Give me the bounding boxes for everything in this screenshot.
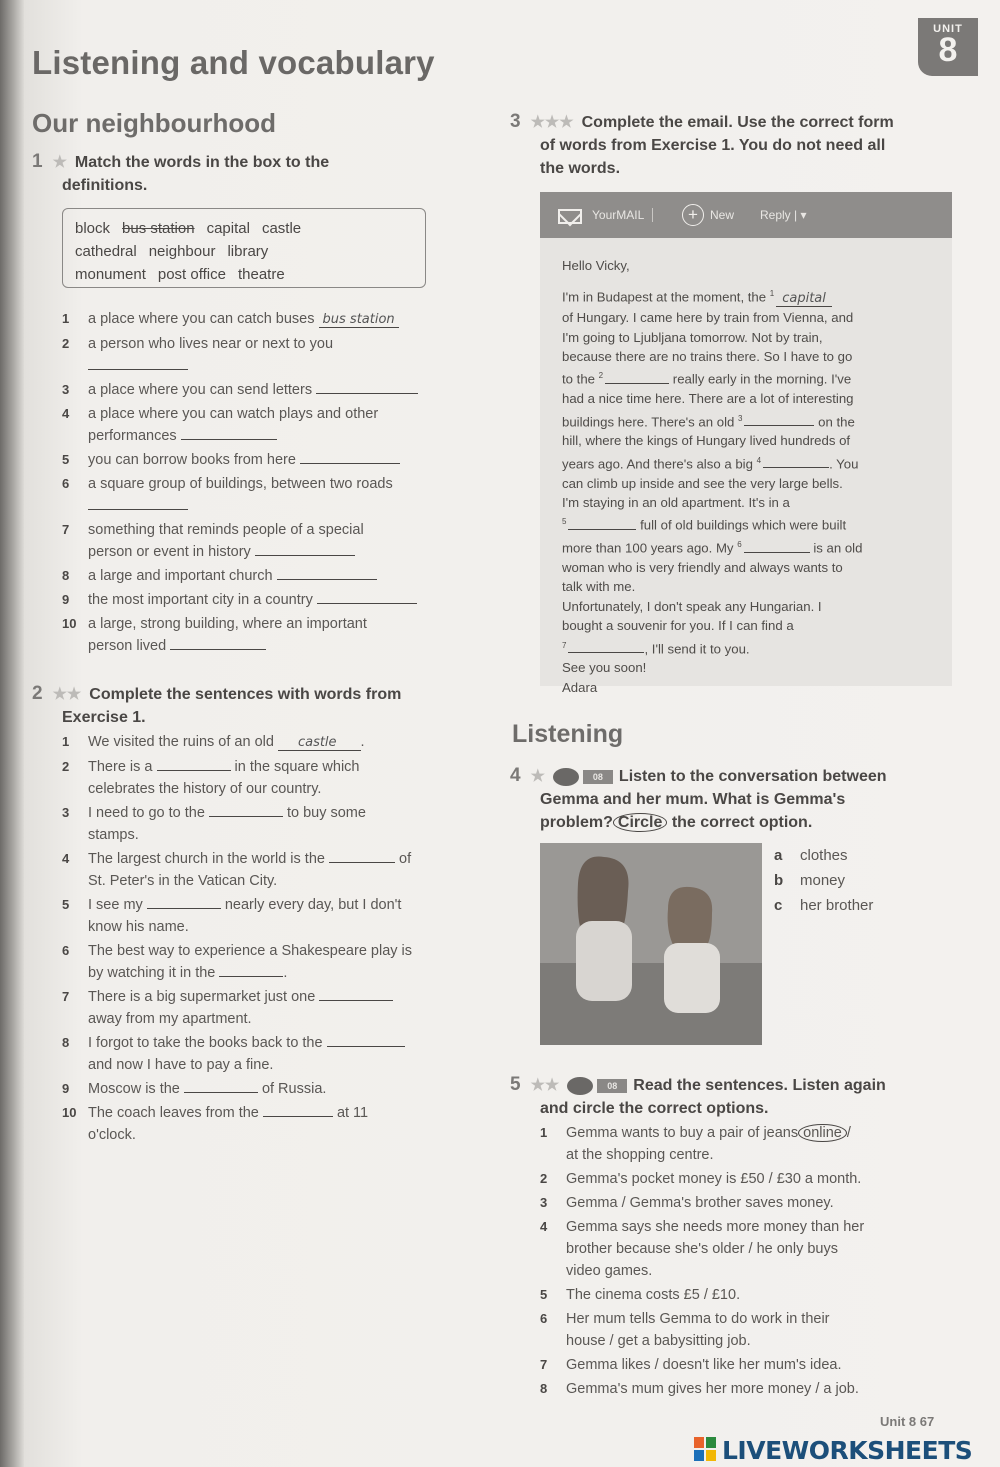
list-item: 1 We visited the ruins of an old castle . (62, 734, 365, 750)
list-item-cont[interactable]: at the shopping centre. (566, 1147, 714, 1163)
list-item[interactable]: 3 Gemma / Gemma's brother saves money. (540, 1195, 834, 1211)
answer-field[interactable] (157, 757, 231, 771)
answer-field[interactable] (317, 590, 417, 604)
email-greeting: Hello Vicky, (562, 258, 630, 273)
list-item-cont: person or event in history (62, 541, 472, 563)
list-item: 3 a place where you can send letters (62, 379, 472, 401)
list-item[interactable]: 1 Gemma wants to buy a pair of jeans online / (540, 1125, 851, 1141)
answer-field[interactable] (329, 849, 395, 863)
list-item-cont: o'clock. (88, 1127, 136, 1143)
word-box-item: library (227, 243, 269, 260)
list-item-cont: know his name. (88, 919, 189, 935)
list-item: 5 I see my nearly every day, but I don't (62, 897, 402, 913)
exercise-4-instruction: 4 ★ 08 Listen to the conversation between Gemma and her mum. What is Gemma's problem? Circle the correct option. (510, 765, 887, 831)
list-item-cont: away from my apartment. (88, 1011, 252, 1027)
exercise-number: 4 (510, 765, 521, 786)
list-item: 9 the most important city in a country (62, 589, 472, 611)
answer-field[interactable] (300, 450, 400, 464)
list-item: 8 a large and important church (62, 565, 472, 587)
word-box-item: capital (206, 220, 250, 237)
list-item: 2 There is a in the square which (62, 759, 360, 775)
word-box-item: monument (75, 266, 146, 283)
exercise-number: 5 (510, 1074, 521, 1095)
people-photo-illustration (540, 843, 762, 1045)
difficulty-stars: ★ (52, 154, 67, 171)
plus-icon[interactable]: + (682, 204, 704, 226)
word-box-item: neighbour (148, 243, 216, 260)
speaker-icon[interactable] (553, 768, 579, 786)
list-item[interactable]: 6 Her mum tells Gemma to do work in their (540, 1311, 830, 1327)
list-item: 10 a large, strong building, where an important (62, 616, 367, 632)
audio-track-badge[interactable]: 08 (597, 1079, 627, 1093)
list-item[interactable]: 7 Gemma likes / doesn't like her mum's idea. (540, 1357, 842, 1373)
mail-app-name: YourMAIL (592, 208, 653, 222)
exercise-5-list (540, 1122, 950, 1400)
page-title: Listening and vocabulary (32, 44, 435, 81)
word-box (62, 208, 426, 288)
list-item-cont[interactable]: brother because she's older / he only buys (566, 1241, 838, 1257)
exercise-number: 1 (32, 151, 43, 172)
liveworksheets-watermark: LIVEWORKSHEETS (694, 1434, 994, 1464)
list-item-cont: person lived (62, 635, 472, 657)
list-item: 4 The largest church in the world is the of (62, 851, 412, 867)
list-item: 1 a place where you can catch buses bus station (62, 308, 472, 331)
difficulty-stars: ★ (530, 768, 545, 785)
answer-field[interactable]: bus station (319, 312, 399, 328)
list-item: 2 a person who lives near or next to you (62, 336, 334, 352)
answer-field[interactable] (763, 454, 829, 468)
list-item[interactable]: 4 Gemma says she needs more money than her (540, 1219, 865, 1235)
answer-field[interactable] (319, 987, 393, 1001)
word-box-item: theatre (237, 266, 285, 283)
word-box-item: block (75, 220, 111, 237)
answer-field[interactable]: castle (278, 735, 361, 751)
list-item-cont: stamps. (88, 827, 139, 843)
circled-option[interactable]: online (798, 1124, 847, 1142)
list-item: 6 a square group of buildings, between two roads (62, 476, 393, 492)
exercise-2-list (62, 731, 472, 1146)
list-item-cont: St. Peter's in the Vatican City. (88, 873, 278, 889)
email-panel (540, 192, 952, 695)
exercise-2-instruction: 2 ★★ Complete the sentences with words from Exercise 1. (32, 683, 402, 726)
answer-field[interactable] (170, 636, 266, 650)
exercise-number: 2 (32, 683, 43, 704)
exercise-1-instruction: 1 ★ Match the words in the box to the definitions. (32, 151, 330, 194)
answer-field[interactable] (316, 380, 418, 394)
unit-number: 8 (938, 31, 958, 69)
answer-field[interactable] (327, 1033, 405, 1047)
answer-field[interactable] (605, 370, 669, 384)
reply-button[interactable]: Reply | ▾ (760, 208, 807, 222)
answer-field[interactable]: capital (776, 291, 832, 307)
circled-word: Circle (613, 813, 667, 832)
list-item-cont: by watching it in the . (88, 965, 288, 981)
exercise-number: 3 (510, 111, 521, 132)
exercise-4-options (774, 843, 873, 918)
word-box-item: post office (157, 266, 226, 283)
word-box-item: castle (261, 220, 302, 237)
answer-field[interactable] (568, 639, 644, 653)
answer-field[interactable] (255, 542, 355, 556)
exercise-3-instruction: 3 ★★★ Complete the email. Use the correct form of words from Exercise 1. You do not need all the words. (510, 111, 894, 177)
list-item: 9 Moscow is the of Russia. (62, 1081, 327, 1097)
book-spine-shadow (0, 0, 24, 1467)
option-item[interactable]: c her brother (774, 897, 874, 914)
list-item-cont: performances (62, 425, 472, 447)
difficulty-stars: ★★ (530, 1077, 560, 1094)
list-item: 8 I forgot to take the books back to the (62, 1032, 472, 1054)
page-footer: Unit 8 67 (880, 1414, 935, 1429)
word-box-item: cathedral (75, 243, 137, 260)
list-item[interactable]: 5 The cinema costs £5 / £10. (540, 1287, 741, 1303)
email-toolbar (540, 192, 952, 238)
list-item-cont: and now I have to pay a fine. (88, 1057, 274, 1073)
audio-track-badge[interactable]: 08 (583, 770, 613, 784)
list-item: 6 The best way to experience a Shakespeare play is (62, 943, 413, 959)
answer-field[interactable] (184, 1079, 258, 1093)
answer-field[interactable] (277, 566, 377, 580)
answer-field[interactable] (744, 539, 810, 553)
section-heading-neighbourhood: Our neighbourhood (32, 108, 277, 138)
answer-line[interactable] (62, 495, 472, 517)
difficulty-stars: ★★ (52, 686, 82, 703)
answer-field[interactable] (568, 516, 636, 530)
email-body: Hello Vicky, I'm in Budapest at the moment, the $^1$ capital of Hungary. I came here by train from Vienna, and I'm going to Ljubljana tomorrow. Not by train, because there are no trains there. So I have to go to the $^2$ really early in the morning. I've had a nice time here. There are a lot of interesting buildings here. There's an old $^3$ on the hill, where the kings of Hungary lived hundreds of years ago. And there's also a big $^4$ . You can climb up inside and see the very large bells. I'm staying in an old apartment. It's in a $^5$ full of old buildings which were built more than 100 years ago. My $^6$ is an old woman who is very friendly and always wants to talk with me. Unfortunately, I don't speak any Hungarian. I bought a souvenir for you. If I can find a $^7$ , I'll send it to you. See you soon! Adara (562, 256, 934, 697)
list-item[interactable]: 8 Gemma's mum gives her more money / a job. (540, 1381, 859, 1397)
list-item-cont[interactable]: house / get a babysitting job. (566, 1333, 751, 1349)
word-box-item: bus station (122, 220, 195, 237)
exercise-1-list (62, 308, 472, 657)
list-item: 4 a place where you can watch plays and other (62, 406, 379, 422)
answer-field[interactable] (744, 412, 814, 426)
option-item[interactable]: a clothes (774, 847, 848, 864)
list-item: 5 you can borrow books from here (62, 449, 472, 471)
list-item: 10 The coach leaves from the at 11 (62, 1105, 369, 1121)
answer-line[interactable] (62, 355, 472, 377)
list-item: 3 I need to go to the to buy some (62, 805, 366, 821)
list-item-cont[interactable]: video games. (566, 1263, 653, 1279)
liveworksheets-logo-icon (694, 1437, 716, 1461)
answer-field[interactable] (219, 963, 283, 977)
envelope-icon (558, 209, 582, 224)
difficulty-stars: ★★★ (530, 114, 574, 131)
answer-field[interactable] (147, 895, 221, 909)
answer-field[interactable] (209, 803, 283, 817)
answer-field[interactable] (263, 1103, 333, 1117)
unit-badge (918, 18, 978, 76)
section-heading-listening: Listening (512, 720, 624, 748)
exercise-5-instruction: 5 ★★ 08 Read the sentences. Listen again and circle the correct options. (510, 1074, 886, 1117)
speaker-icon[interactable] (567, 1077, 593, 1095)
list-item: 7 There is a big supermarket just one (62, 986, 472, 1008)
list-item: 7 something that reminds people of a special (62, 522, 364, 538)
list-item-cont: celebrates the history of our country. (88, 781, 322, 797)
new-button[interactable]: New (710, 208, 735, 222)
answer-field[interactable] (181, 426, 277, 440)
unit-label: UNIT (933, 23, 963, 35)
photo-gemma-and-mum (540, 843, 762, 1045)
option-item[interactable]: b money (774, 872, 846, 889)
list-item[interactable]: 2 Gemma's pocket money is £50 / £30 a month. (540, 1171, 862, 1187)
